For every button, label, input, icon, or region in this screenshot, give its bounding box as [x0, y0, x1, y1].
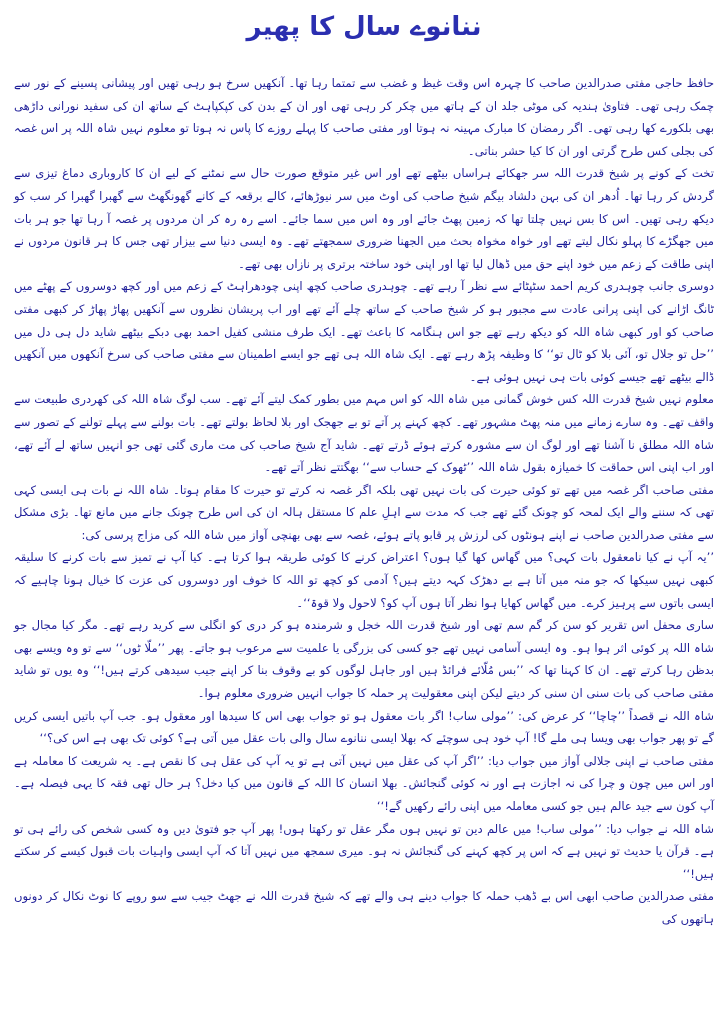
paragraph: مفتی صاحب اگر غصہ میں تھے تو کوئی حیرت کی بات نہیں تھی بلکہ اگر غصہ نہ کرتے تو حیرت کا مقام ہوتا۔ شاہ اللہ نے بات ہی ایسی کہی تھی کہ سننے والے ایک لمحہ کو چونک گئے تھے جب کہ مدت سے اہلِ علم کا مستقل ہالہ ان کی اس طرح چونک جانے میں مانع تھا۔ بڑی مشکل سے مفتی صدرالدین صاحب نے اپنے ہونٹوں کی لرزش پر قابو پاتے ہوئے، غصہ سے بھی بھنچی آواز میں شاہ اللہ کی مزاج پرسی کی:	[14, 482, 714, 542]
paragraph: ساری محفل اس تقریر کو سن کر گم سم تھی اور شیخ قدرت اللہ خجل و شرمندہ ہو کر دری کو انگلی سے کرید رہے تھے۔ مگر کیا مجال جو شاہ اللہ پر کوئی اثر ہوا ہو۔ وہ ایسی آسامی نہیں تھے جو کسی کی بزرگی یا علمیت سے مرعوب ہو جاتے۔ پھر ’’ملّا ٹوں‘‘ سے تو وہ ویسے بھی بدظن رہا کرتے تھے۔ ان کا کہنا تھا کہ ’’بس مُلّائے فرائڈ ہیں اور جاہل لوگوں کو بے وقوف بنا کر اپنے جیب سیدھی کرتے ہیں!‘‘ وہ یوں تو شاید مفتی صاحب کی بات سنی ان سنی کر دیتے لیکن اپنی معقولیت پر حملہ کا جواب انہیں ضروری معلوم ہوا۔	[14, 618, 714, 701]
paragraph: دوسری جانب چوہدری کریم احمد سٹپٹائے سے نظر آ رہے تھے۔ چوہدری صاحب کچھ اپنی چودھراہٹ کے زعم میں اور کچھ دوسروں کے پھٹے میں ٹانگ اڑانے کی اپنی پرانی عادت سے مجبور ہو کر شیخ صاحب کے ساتھ چلے آئے تھے اور اب پریشان نظروں سے آنکھیں پھاڑ پھاڑ کر کبھی مفتی صاحب کو اور کبھی شاہ اللہ کو دیکھ رہے تھے جو اس ہنگامہ کا باعث تھے۔ ایک طرف منشی کفیل احمد بھی دبکے بیٹھے شاید دل ہی دل میں ’’حل تو جلال تو، آئی بلا کو ٹال تو‘‘ کا وظیفہ پڑھ رہے تھے۔ ایک شاہ اللہ ہی تھے جو ایسے اطمینان سے مفتی صاحب کی سرخ آنکھوں میں آنکھیں ڈالے بیٹھے تھے جیسے کوئی بات ہی نہیں ہوئی ہے۔	[14, 279, 714, 384]
story-body	[14, 72, 714, 931]
paragraph: مفتی صاحب نے اپنی جلالی آواز میں جواب دیا: ’’اگر آپ کی عقل میں نہیں آتی ہے تو یہ آپ کی عقل ہی کا نقص ہے۔ یہ شریعت کا معاملہ ہے اور اس میں چون و چرا کی نہ اجازت ہے اور نہ کوئی گنجائش۔ بھلا انسان کا اللہ کے قانون میں کیا دخل؟ ہر حال تھی فقہ کا یہی فیصلہ ہے۔ آپ کون سے جید عالم ہیں جو کسی معاملہ میں اپنی رائے رکھیں گے!‘‘	[14, 753, 714, 813]
paragraph: مفتی صدرالدین صاحب ابھی اس بے ڈھب حملہ کا جواب دینے ہی والے تھے کہ شیخ قدرت اللہ نے جھٹ جیب سے سو روپے کا نوٹ نکال کر دونوں ہاتھوں کی	[14, 889, 714, 926]
paragraph: ’’یہ آپ نے کیا نامعقول بات کہی؟ میں گھاس کھا گیا ہوں؟ اعتراض کرنے کا کوئی طریقہ ہوا کرتا ہے۔ کیا آپ نے تمیز سے بات کرنے کا سلیقہ کبھی نہیں سیکھا کہ جو منہ میں آتا ہے بے دھڑک کہہ دیتے ہیں؟ آدمی کو کچھ تو اللہ کا خوف اور دوسروں کی عزت کا خیال ہونا چاہیے کہ ایسی باتوں سے پرہیز کرے۔ میں گھاس کھایا ہوا نظر آتا ہوں آپ کو؟ لاحول ولا قوۃ‘‘۔	[14, 550, 714, 610]
paragraph: معلوم نہیں شیخ قدرت اللہ کس خوش گمانی میں شاہ اللہ کو اس مہم میں بطور کمک لیتے آئے تھے۔ سب لوگ شاہ اللہ کی کھردری طبیعت سے واقف تھے۔ وہ سارے زمانے میں منہ پھٹ مشہور تھے۔ کچھ کہنے پر آتے تو بے جھجک اور بلا لحاظ بولتے تھے۔ بات بولنے سے پہلے تولنے کے تصور سے شاہ اللہ مطلق نا آشنا تھے اور لوگ ان سے مشورہ کرتے ہوئے ڈرتے تھے۔ شاید آج شیخ صاحب کی مت ماری گئی تھی جو انہیں ساتھ لے آئے تھے، اور اب اپنی اس حماقت کا خمیازہ بقول شاہ اللہ ’’ٹھوک کے حساب سے‘‘ بھگتتے نظر آتے تھے۔	[14, 392, 714, 475]
paragraph: شاہ اللہ نے جواب دیا: ’’مولی ساب! میں عالم دین تو نہیں ہوں مگر عقل تو رکھتا ہوں! پھر آپ جو فتویٰ دیں وہ کسی شخص کی رائے ہی تو ہے۔ قرآن یا حدیث تو نہیں ہے کہ اس پر کچھ کہنے کی گنجائش نہ ہو۔ میری سمجھ میں نہیں آتا کہ آپ ایسی واہیات بات قبول کیسے کر سکتے ہیں!‘‘	[14, 821, 714, 881]
paragraph: تخت کے کونے پر شیخ قدرت اللہ سر جھکائے ہراساں بیٹھے تھے اور اس غیر متوقع صورت حال سے نمٹنے کے لیے ان کا کاروباری دماغ تیزی سے گردش کر رہا تھا۔ اُدھر ان کی بہن دلشاد بیگم شیخ صاحب کی اوٹ میں سر نیوڑھائے، کالے برقعہ کے کانے گھونگھٹ سے گھبرا گھبرا کر سب کو دیکھ رہی تھیں۔ اس کا بس نہیں چلتا تھا کہ زمین پھٹ جائے اور وہ اس میں سما جائے۔ اسے رہ رہ کر ان مردوں پر غصہ آ رہا تھا جو ہر بات میں جھگڑے کا پہلو نکال لیتے تھے اور خواہ مخواہ بحث میں الجھنا ضروری سمجھتے تھے۔ وہ ایسی دنیا سے بیزار تھی جس کا ہر قانون مردوں نے اپنی طاقت کے زعم میں خود اپنے حق میں ڈھال لیا تھا اور اپنی خود ساختہ برتری پر نازاں بھی تھے۔	[14, 166, 714, 271]
paragraph: حافظ حاجی مفتی صدرالدین صاحب کا چہرہ اس وقت غیظ و غضب سے تمتما رہا تھا۔ آنکھیں سرخ ہو رہی تھیں اور پیشانی پسینے کے نور سے چمک رہی تھی۔ فتاویٰ ہندیہ کی موٹی جلد ان کے ہاتھ میں چکر کر رہی تھی اور ان کے بدن کی کپکپاہٹ کے ساتھ ان کی سفید نورانی داڑھی بھی بلکورے کھا رہی تھی۔ اگر رمضان کا مبارک مہینہ نہ ہوتا اور مفتی صاحب کا پہلے روزے کا پاس نہ ہوتا تو معلوم نہیں شاہ اللہ پر اس غصہ کی بجلی کس طرح گرتی اور ان کا کیا حشر بناتی۔	[14, 76, 714, 158]
paragraph: شاہ اللہ نے قصداً ’’چاچا‘‘ کر عرض کی: ’’مولی ساب! اگر بات معقول ہو تو جواب بھی اس کا سیدھا اور معقول ہو۔ جب آپ باتیں ایسی کریں گے تو پھر جواب بھی ویسا ہی ملے گا! آپ خود ہی سوچئے کہ بھلا ایسی ننانوے سال والی بات عقل میں آتی ہے؟ کوئی تک بھی ہے اس کی؟‘‘	[14, 708, 714, 746]
page-title: ننانوے سال کا پھیر	[246, 12, 482, 42]
